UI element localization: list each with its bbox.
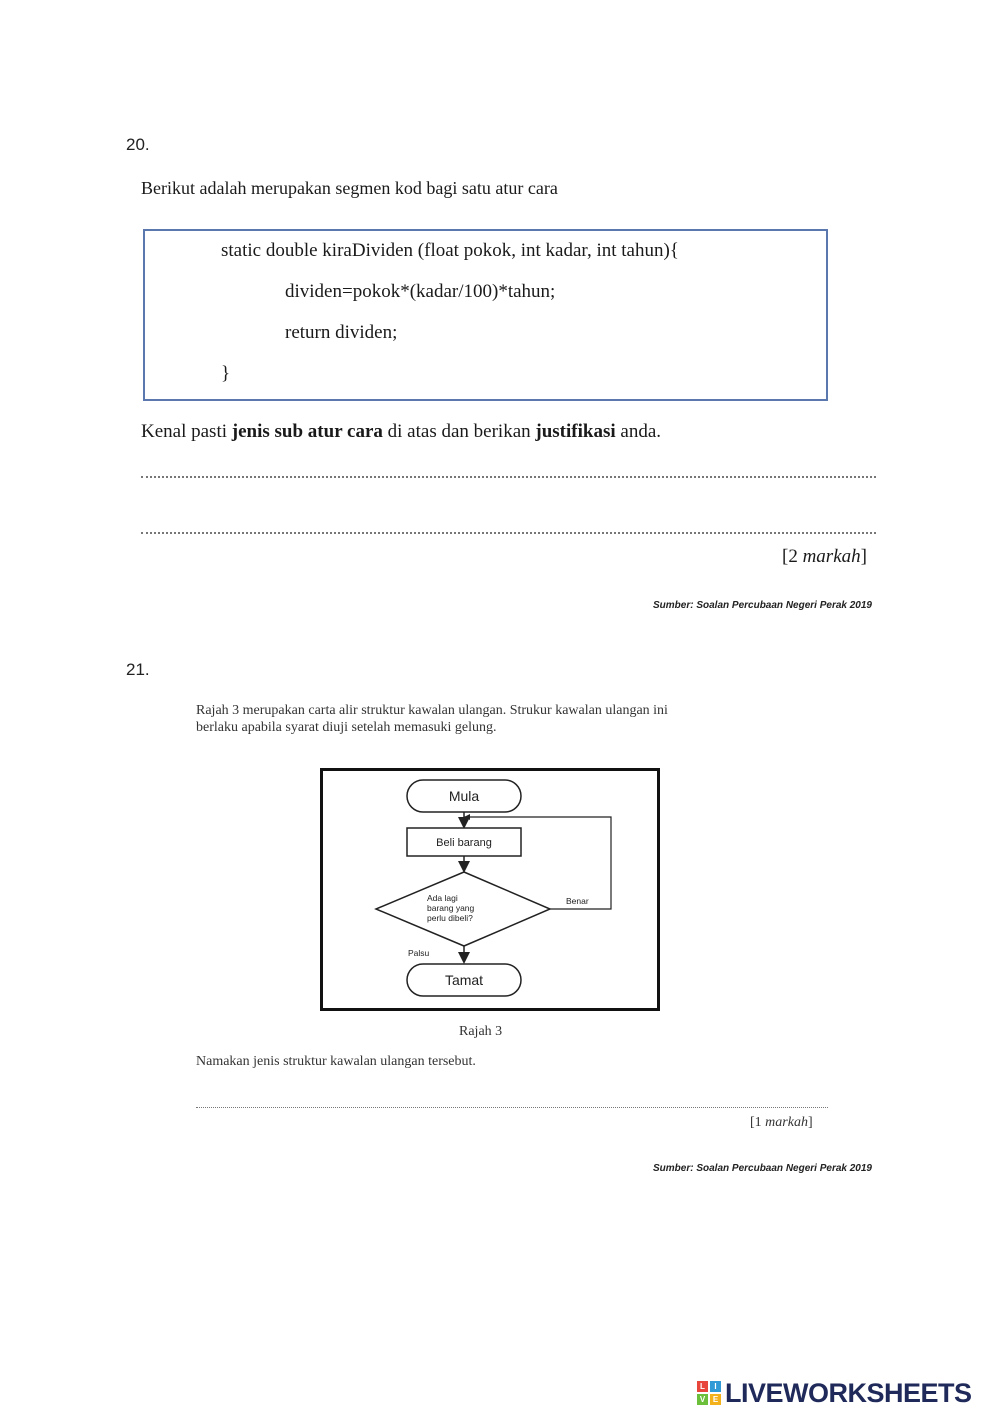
marks-21 <box>750 1115 813 1131</box>
question-21-intro-line-2: berlaku apabila syarat diuji setelah memasuki gelung. <box>196 720 497 735</box>
figure-caption: Rajah 3 <box>459 1024 503 1039</box>
flowchart-decision-line-1: Ada lagi <box>427 893 458 903</box>
code-segment-box <box>143 229 828 401</box>
marks-word: markah <box>802 546 861 567</box>
code-line-1: static double kiraDividen (float pokok, int kadar, int tahun){ <box>221 240 679 261</box>
prompt-text: anda. <box>615 421 662 442</box>
marks-word: markah <box>765 1115 808 1130</box>
marks-20 <box>782 546 867 568</box>
logo-cell-v: V <box>697 1394 708 1405</box>
marks-close: ] <box>860 546 867 567</box>
answer-line-20-2[interactable] <box>141 532 876 534</box>
question-21-number: 21. <box>126 660 150 679</box>
marks-close: ] <box>807 1115 813 1130</box>
question-20-number: 20. <box>126 135 150 154</box>
liveworksheets-logo-icon <box>697 1381 721 1405</box>
liveworksheets-logo <box>697 1378 972 1408</box>
answer-line-20-1[interactable] <box>141 476 876 478</box>
flowchart-figure <box>320 768 662 1011</box>
prompt-text: di atas dan berikan <box>382 421 536 442</box>
flowchart-end-label: Tamat <box>444 972 484 988</box>
logo-cell-i: I <box>710 1381 721 1392</box>
question-21-prompt: Namakan jenis struktur kawalan ulangan tersebut. <box>196 1054 476 1069</box>
logo-cell-l: L <box>697 1381 708 1392</box>
marks-open: [1 <box>750 1115 766 1130</box>
logo-cell-e: E <box>710 1394 721 1405</box>
flowchart-decision-line-3: perlu dibeli? <box>427 913 473 923</box>
code-line-3: return dividen; <box>285 322 398 343</box>
source-21: Sumber: Soalan Percubaan Negeri Perak 2019 <box>653 1163 872 1174</box>
flowchart-true-label: Benar <box>566 896 589 906</box>
question-20-intro: Berikut adalah merupakan segmen kod bagi satu atur cara <box>141 178 558 198</box>
flowchart-start-label: Mula <box>448 788 480 804</box>
source-20: Sumber: Soalan Percubaan Negeri Perak 2019 <box>653 600 872 611</box>
flowchart-process-label: Beli barang <box>436 837 492 849</box>
flowchart-decision-line-2: barang yang <box>427 903 475 913</box>
code-line-2: dividen=pokok*(kadar/100)*tahun; <box>285 281 556 302</box>
flowchart-false-label: Palsu <box>408 948 430 958</box>
prompt-bold-subroutine-type: jenis sub atur cara <box>231 421 383 442</box>
prompt-text: Kenal pasti <box>141 421 232 442</box>
liveworksheets-logo-text: LIVEWORKSHEETS <box>725 1377 972 1408</box>
code-line-4: } <box>221 363 231 384</box>
question-21-intro-line-1: Rajah 3 merupakan carta alir struktur kawalan ulangan. Strukur kawalan ulangan ini <box>196 703 668 718</box>
prompt-bold-justification: justifikasi <box>535 421 616 442</box>
question-20-prompt <box>141 421 661 443</box>
marks-open: [2 <box>782 546 803 567</box>
answer-line-21[interactable] <box>196 1107 828 1108</box>
